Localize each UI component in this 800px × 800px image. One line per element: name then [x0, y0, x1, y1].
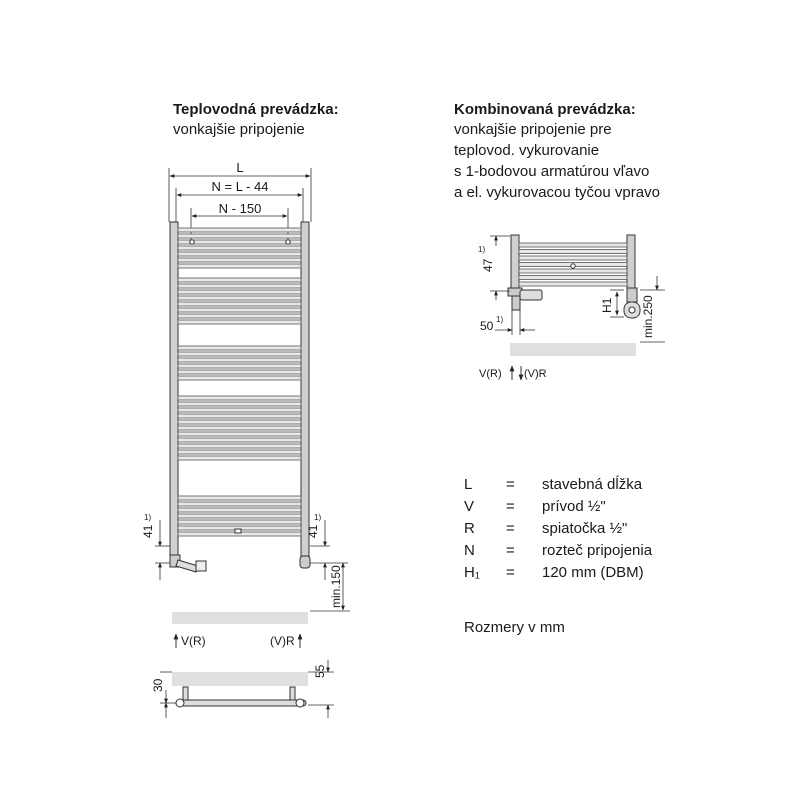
radiator-bar: [519, 243, 627, 247]
radiator-bar: [178, 346, 301, 350]
radiator-bar: [178, 240, 301, 244]
radiator-bar: [519, 269, 627, 273]
radiator-bar: [178, 258, 301, 262]
radiator-bar: [519, 250, 627, 254]
left-top-view: [176, 687, 306, 707]
radiator-bar: [178, 408, 301, 412]
radiator-bar: [178, 508, 301, 512]
right-conn-label: (V)R: [270, 634, 295, 648]
radiator-bar: [178, 246, 301, 250]
radiator-bar: [519, 282, 627, 286]
radiator-bar: [178, 228, 301, 232]
radiator-bar: [178, 450, 301, 454]
radiator-bar: [178, 234, 301, 238]
radiator-bar: [178, 264, 301, 268]
dim-min250-label: min.250: [641, 295, 655, 338]
radiator-bar: [178, 438, 301, 442]
radiator-bar: [178, 414, 301, 418]
radiator-bar: [519, 276, 627, 280]
dim-L-label: L: [236, 160, 244, 175]
radiator-bar: [519, 256, 627, 260]
right-line-1: vonkajšie pripojenie pre: [454, 121, 612, 138]
radiator-bar: [178, 514, 301, 518]
radiator-bar: [178, 396, 301, 400]
radiator-bar: [178, 308, 301, 312]
left-dim-41-label: 41: [141, 524, 155, 538]
left-wall-top-view: [172, 672, 308, 686]
dim-30-label: 30: [151, 678, 165, 692]
legend-row: N = rozteč pripojenia: [464, 542, 653, 559]
legend: [464, 474, 652, 584]
left-title: Teplovodná prevádzka:: [173, 101, 339, 118]
radiator-bar: [178, 296, 301, 300]
right-conn-label-2: (V)R: [524, 368, 547, 380]
left-dim-min150-label: min.150: [329, 565, 343, 608]
radiator-bar: [178, 302, 301, 306]
right-line-4: a el. vykurovacou tyčou vpravo: [454, 184, 660, 201]
radiator-bar: [178, 376, 301, 380]
right-footnote-47: 1): [478, 245, 486, 254]
radiator-bar: [178, 520, 301, 524]
radiator-bar: [178, 352, 301, 356]
radiator-bar: [178, 420, 301, 424]
radiator-bar: [178, 290, 301, 294]
units-note: Rozmery v mm: [464, 619, 565, 636]
dim-47-label: 47: [481, 258, 495, 272]
radiator-bar: [178, 314, 301, 318]
radiator-bar: [178, 284, 301, 288]
radiator-bar: [178, 320, 301, 324]
radiator-bar: [178, 444, 301, 448]
radiator-bar: [178, 426, 301, 430]
radiator-bar: [178, 358, 301, 362]
radiator-bar: [178, 278, 301, 282]
left-floor: [172, 612, 308, 624]
radiator-bar: [178, 496, 301, 500]
dim-55-label: 55: [313, 664, 327, 678]
left-subtitle: vonkajšie pripojenie: [173, 121, 305, 138]
dim-N150-label: N - 150: [218, 201, 262, 216]
radiator-bar: [178, 456, 301, 460]
dim-50-label: 50: [480, 319, 494, 333]
legend-row: L = stavebná dĺžka: [464, 476, 643, 493]
legend-row: H₁ = 120 mm (DBM): [464, 564, 644, 581]
radiator-bar: [178, 432, 301, 436]
legend-row: V = prívod ½": [464, 498, 606, 515]
left-footnote-2: 1): [314, 513, 322, 522]
right-dim-41-label: 41: [306, 524, 320, 538]
left-footnote-1: 1): [144, 513, 152, 522]
right-conn-label-1: V(R): [479, 368, 502, 380]
right-line-3: s 1-bodovou armatúrou vľavo: [454, 163, 650, 180]
right-line-2: teplovod. vykurovanie: [454, 142, 600, 159]
radiator-bar: [178, 252, 301, 256]
radiator-bar: [178, 502, 301, 506]
left-conn-label: V(R): [181, 634, 206, 648]
dim-N44-label: N = L - 44: [211, 179, 269, 194]
radiator-bar: [178, 370, 301, 374]
radiator-bar: [178, 402, 301, 406]
legend-row: R = spiatočka ½": [464, 520, 628, 537]
right-title: Kombinovaná prevádzka:: [454, 101, 636, 118]
left-radiator-bars: [178, 228, 301, 536]
right-floor: [510, 343, 636, 356]
radiator-bar: [178, 364, 301, 368]
right-footnote-50: 1): [496, 315, 504, 324]
dim-H1-label: H1: [600, 297, 614, 313]
